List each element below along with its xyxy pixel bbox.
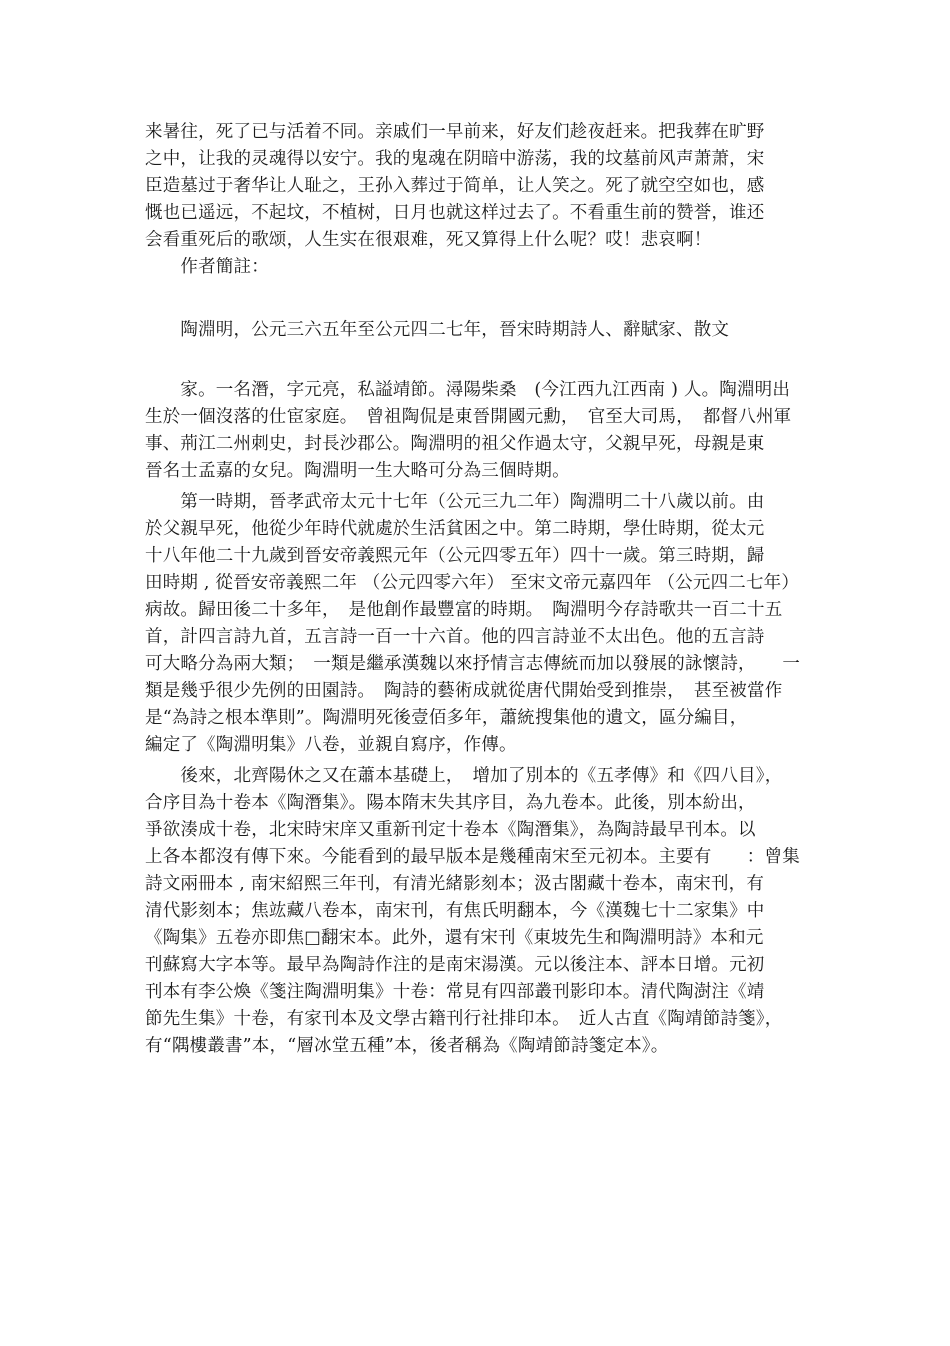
- text-line: 田時期 , 從晉安帝義熙二年 （公元四零六年） 至宋文帝元嘉四年 （公元四二七年）: [145, 573, 800, 593]
- text-line: 之中，让我的灵魂得以安宁。我的鬼魂在阴暗中游荡，我的坟墓前风声萧萧，宋: [145, 149, 765, 169]
- text-line: 慨也已遥远，不起坟，不植树，日月也就这样过去了。不看重生前的赞誉，谁还: [145, 203, 765, 223]
- text-line: 詩文兩冊本 , 南宋紹熙三年刊，有清光緒影刻本；汲古閣藏十卷本，南宋刊，有: [145, 874, 765, 894]
- text-line: 首，計四言詩九首，五言詩一百一十六首。他的四言詩並不太出色。他的五言詩: [145, 627, 765, 647]
- text-line: 病故。歸田後二十多年， 是他創作最豐富的時期。 陶淵明今存詩歌共一百二十五: [145, 600, 783, 620]
- text-line: 会看重死后的歌颂，人生实在很艰难，死又算得上什么呢？哎！悲哀啊！: [145, 230, 712, 250]
- text-line: 上各本都沒有傳下來。今能看到的最早版本是幾種南宋至元初本。主要有 ：曾集: [145, 847, 800, 867]
- text-line: 刊蘇寫大字本等。最早為陶詩作注的是南宋湯漢。元以後注本、評本日增。元初: [145, 955, 765, 975]
- text-line: 生於一個沒落的仕宦家庭。 曾祖陶侃是東晉開國元勳， 官至大司馬， 都督八州軍: [145, 407, 792, 427]
- text-line: 事、荊江二州刺史，封長沙郡公。陶淵明的祖父作過太守，父親早死，母親是東: [145, 434, 765, 454]
- text-line: 家。一名潛，字元亮，私謚靖節。潯陽柴桑 (今江西九江西南 ) 人。陶淵明出: [145, 380, 791, 400]
- text-line: 有“隅樓叢書”本，“層冰堂五種”本，後者稱為《陶靖節詩箋定本》。: [145, 1036, 669, 1056]
- text-line: 十八年他二十九歲到晉安帝義熙元年（公元四零五年）四十一歲。第三時期，歸: [145, 546, 765, 566]
- text-line: 可大略分為兩大類； 一類是繼承漢魏以來抒情言志傳統而加以發展的詠懷詩， 一: [145, 654, 801, 674]
- text-line: 爭欲湊成十卷，北宋時宋庠又重新刊定十卷本《陶潛集》，為陶詩最早刊本。以: [145, 820, 756, 840]
- text-line: 是“為詩之根本準則”。陶淵明死後壹佰多年，蕭統搜集他的遺文，區分編目，: [145, 708, 748, 728]
- text-line: 於父親早死，他從少年時代就處於生活貧困之中。第二時期，學仕時期，從太元: [145, 519, 765, 539]
- text-line: 編定了《陶淵明集》八卷，並親自寫序，作傳。: [145, 735, 517, 755]
- section-heading: 作者簡註：: [145, 257, 269, 277]
- text-line: 陶淵明，公元三六五年至公元四二七年，晉宋時期詩人、辭賦家、散文: [145, 320, 730, 340]
- text-line: 第一時期，晉孝武帝太元十七年（公元三九二年）陶淵明二十八歲以前。由: [145, 492, 765, 512]
- text-line: 合序目為十卷本《陶潛集》。陽本隋末失其序目，為九卷本。此後，別本紛出，: [145, 793, 756, 813]
- text-line: 節先生集》十卷，有家刊本及文學古籍刊行社排印本。 近人古直《陶靖節詩箋》，: [145, 1009, 783, 1029]
- text-line: 類是幾乎很少先例的田園詩。 陶詩的藝術成就從唐代開始受到推崇， 甚至被當作: [145, 681, 783, 701]
- text-line: 刊本有李公煥《箋注陶淵明集》十卷：常見有四部叢刊影印本。清代陶澍注《靖: [145, 982, 765, 1002]
- text-line: 臣造墓过于奢华让人耻之，王孙入葬过于简单，让人笑之。死了就空空如也，感: [145, 176, 765, 196]
- text-line: 清代影刻本；焦竑藏八卷本，南宋刊，有焦氏明翻本，今《漢魏七十二家集》中: [145, 901, 765, 921]
- text-line: 来暑往，死了已与活着不同。亲戚们一早前来，好友们趁夜赶来。把我葬在旷野: [145, 122, 765, 142]
- text-line: 後來，北齊陽休之又在蕭本基礎上， 增加了別本的《五孝傳》和《四八目》，: [145, 766, 783, 786]
- text-line: 晉名士孟嘉的女兒。陶淵明一生大略可分為三個時期。: [145, 461, 570, 481]
- text-line: 《陶集》五卷亦即焦□翻宋本。此外，還有宋刊《東坡先生和陶淵明詩》本和元: [145, 928, 764, 948]
